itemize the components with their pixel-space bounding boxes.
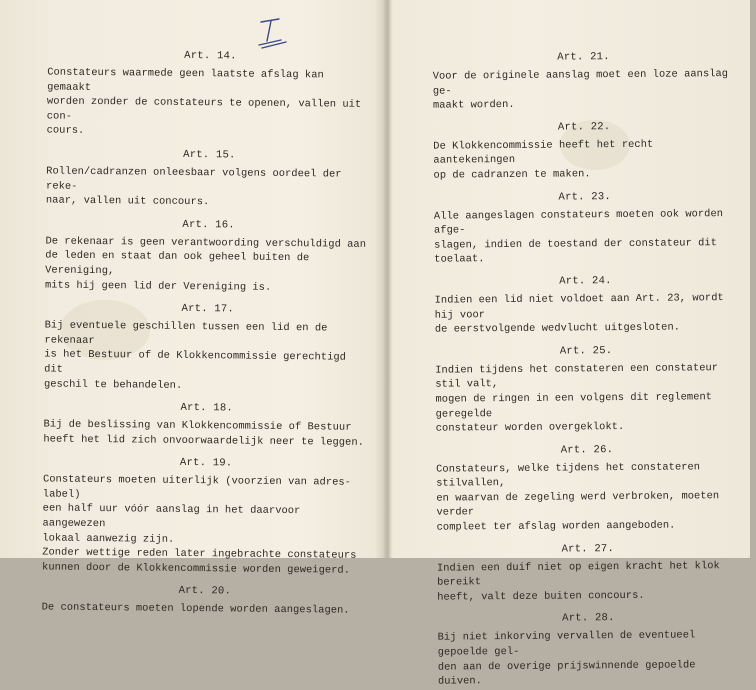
right-page bbox=[392, 0, 755, 688]
article-title: Art. 25. bbox=[559, 344, 613, 358]
article bbox=[45, 217, 372, 296]
article-body: Constateurs, welke tijdens het constateren stilvallen, en waarvan de zegeling werd verbroken, moeten verder compleet ter afslag worden aangeboden. bbox=[436, 461, 720, 534]
article-body: Constateurs moeten uiterlijk (voorzien van adres-label) een half uur vóór aanslag in het daarvoor aangewezen lokaal aanwezig zijn. Zonder wettige reden later ingebrachte constateurs kunnen door de Klokkencommissie worden geweigerd. bbox=[41, 473, 357, 577]
article-title: Art. 23. bbox=[558, 190, 612, 204]
article bbox=[437, 542, 740, 605]
article-title: Art. 15. bbox=[183, 148, 236, 162]
article-body: Indien een duif niet op eigen kracht het klok bereikt heeft, valt deze buiten concours. bbox=[436, 559, 720, 604]
article bbox=[44, 302, 371, 395]
article bbox=[437, 611, 740, 689]
article-title: Art. 14. bbox=[184, 49, 237, 63]
article-body: Bij eventuele geschillen tussen een lid en de rekenaar is het Bestuur of de Klokkencommissie gerechtigd dit geschil te behandelen. bbox=[43, 319, 347, 392]
article bbox=[435, 344, 738, 437]
article-title: Art. 20. bbox=[178, 585, 232, 598]
article-title: Art. 16. bbox=[182, 218, 235, 232]
article bbox=[434, 274, 737, 337]
article-title: Art. 17. bbox=[181, 303, 235, 316]
left-page bbox=[0, 0, 384, 618]
article bbox=[436, 443, 739, 536]
article bbox=[433, 120, 736, 183]
article-title: Art. 26. bbox=[560, 443, 614, 457]
article-title: Art. 28. bbox=[562, 612, 615, 625]
article-body: De constateurs moeten lopende worden aangeslagen. bbox=[41, 601, 350, 618]
article-body: Alle aangeslagen constateurs moeten ook worden afge- slagen, indien de toestand der constateur dit toelaat. bbox=[433, 207, 724, 266]
article-title: Art. 18. bbox=[180, 402, 234, 415]
article-title: Art. 22. bbox=[557, 120, 611, 134]
article-body: Bij niet inkorving vervallen de eventueel gepoelde gel- den aan de overige prijswinnende gepoelde duiven. bbox=[437, 629, 696, 688]
article bbox=[43, 401, 369, 451]
article-title: Art. 24. bbox=[559, 275, 612, 288]
book-gutter bbox=[383, 0, 392, 558]
article bbox=[432, 50, 735, 113]
article bbox=[434, 190, 737, 268]
article-body: De rekenaar is geen verantwoording verschuldigd aan de leden en staat dan ook geheel buiten de Vereniging, mits hij geen lid der Vereniging is. bbox=[44, 235, 367, 294]
article-title: Art. 19. bbox=[179, 457, 233, 470]
article bbox=[47, 49, 374, 142]
article bbox=[42, 456, 369, 579]
article-body: Voor de originele aanslag moet een loze aanslag ge- maakt worden. bbox=[432, 68, 729, 112]
article-body: Indien een lid niet voldoet aan Art. 23, wordt hij voor de eerstvolgende wedvlucht uitgesloten. bbox=[434, 292, 724, 336]
article bbox=[42, 584, 368, 619]
article-body: Indien tijdens het constateren een constateur stil valt, mogen de ringen in een volgens dit reglement geregelde constateur worden overgeklokt. bbox=[435, 361, 719, 435]
article-body: Bij de beslissing van Klokkencommissie of Bestuur heeft het lid zich onvoorwaardelijk neer te leggen. bbox=[43, 418, 365, 449]
article bbox=[46, 147, 373, 211]
article-body: Constateurs waarmede geen laatste afslag kan gemaakt worden zonder de constateurs te openen, vallen uit con- cours. bbox=[46, 66, 362, 138]
article-title: Art. 27. bbox=[561, 542, 615, 556]
article-title: Art. 21. bbox=[557, 51, 610, 64]
article-body: Rollen/cadranzen onleesbaar volgens oordeel der reke- naar, vallen uit concours. bbox=[45, 165, 342, 209]
article-body: De Klokkencommissie heeft het recht aantekeningen op de cadranzen te maken. bbox=[433, 138, 654, 182]
